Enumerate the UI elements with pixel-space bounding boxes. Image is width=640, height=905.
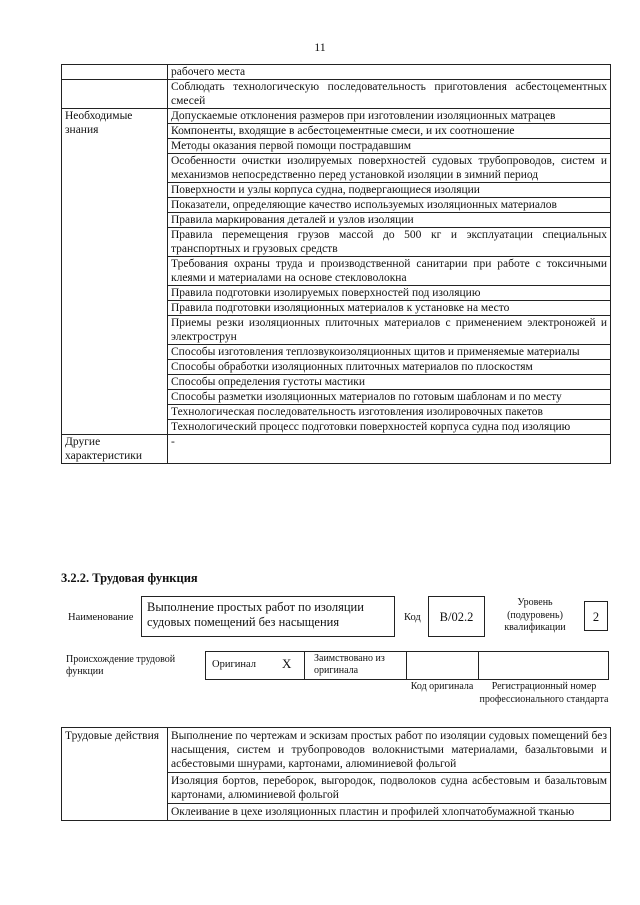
level-box	[584, 601, 608, 631]
knowledge-item: Способы обработки изоляционных плиточных материалов по плоскостям	[168, 360, 611, 375]
table-row	[62, 109, 611, 124]
knowledge-item: Приемы резки изоляционных плиточных материалов с применением электроножей и электрострун	[168, 316, 611, 345]
action-item: Выполнение по чертежам и эскизам простых работ по изоляции судовых помещений без насыщения, систем и трубопроводов волокнистыми материалами, базальтовыми и асбестовыми шнурами, картонами, алюминиевой фольгой	[168, 728, 611, 773]
knowledge-item: Поверхности и узлы корпуса судна, подвергающиеся изоляции	[168, 183, 611, 198]
function-name-box	[141, 596, 395, 637]
level-label: Уровень (подуровень) квалификации	[504, 597, 566, 633]
knowledge-item: Способы разметки изоляционных материалов по готовым шаблонам и по месту	[168, 390, 611, 405]
knowledge-item: Особенности очистки изолируемых поверхностей судовых трубопроводов, систем и механизмов непосредственно перед установкой изоляции в зимний период	[168, 154, 611, 183]
knowledge-item: Технологический процесс подготовки поверхностей корпуса судна под изоляцию	[168, 420, 611, 435]
origin-row	[205, 651, 609, 680]
action-item: Оклеивание в цехе изоляционных пластин и профилей хлопчатобумажной тканью	[168, 804, 611, 821]
knowledge-item: Способы определения густоты мастики	[168, 375, 611, 390]
knowledge-item: Допускаемые отклонения размеров при изготовлении изоляционных матрацев	[168, 109, 611, 124]
function-code: B/02.2	[439, 610, 474, 624]
knowledge-item: Показатели, определяющие качество используемых изоляционных материалов	[168, 198, 611, 213]
code-label: Код	[404, 612, 421, 623]
borrowed-label: Заимствовано из оригинала	[314, 653, 385, 676]
knowledge-item: Требования охраны труда и производственной санитарии при работе с токсичными клеями и материалами на основе стекловолокна	[168, 257, 611, 286]
knowledge-item: Способы изготовления теплозвукоизоляционных щитов и применяемые материалы	[168, 345, 611, 360]
section-title: 3.2.2. Трудовая функция	[61, 571, 198, 585]
knowledge-item: Компоненты, входящие в асбестоцементные смеси, и их соотношение	[168, 124, 611, 139]
other-value: -	[168, 435, 611, 464]
function-code-box	[428, 596, 485, 637]
knowledge-item: Правила подготовки изоляционных материалов к установке на место	[168, 301, 611, 316]
page-number: 11	[314, 40, 326, 54]
label-cell	[62, 65, 168, 80]
table-row	[62, 435, 611, 464]
table-row	[62, 728, 611, 773]
knowledge-label: Необходимые знания	[62, 109, 168, 435]
origin-label: Происхождение трудовой функции	[66, 654, 176, 677]
labor-actions-table	[61, 727, 611, 821]
function-name: Выполнение простых работ по изоляции судовых помещений без насыщения	[147, 600, 364, 629]
original-label: Оригинал	[212, 659, 256, 670]
actions-label: Трудовые действия	[62, 728, 168, 821]
reg-number-caption: Регистрационный номер профессионального стандарта	[479, 681, 609, 705]
skill-cell: Соблюдать технологическую последовательность приготовления асбестоцементных смесей	[168, 80, 611, 109]
knowledge-item: Методы оказания первой помощи пострадавшим	[168, 139, 611, 154]
knowledge-item: Технологическая последовательность изготовления изолировочных пакетов	[168, 405, 611, 420]
level-value: 2	[592, 610, 600, 624]
knowledge-item: Правила подготовки изолируемых поверхностей под изоляцию	[168, 286, 611, 301]
action-item: Изоляция бортов, переборок, выгородок, подволоков судна асбестовым и базальтовым картонами, алюминиевой фольгой	[168, 773, 611, 804]
knowledge-item: Правила маркирования деталей и узлов изоляции	[168, 213, 611, 228]
other-label: Другие характеристики	[62, 435, 168, 464]
label-cell	[62, 80, 168, 109]
skill-cell: рабочего места	[168, 65, 611, 80]
table-row	[62, 65, 611, 80]
table-row	[62, 80, 611, 109]
name-label: Наименование	[68, 612, 134, 623]
original-mark: X	[282, 656, 292, 671]
knowledge-table	[61, 64, 611, 464]
code-original-caption: Код оригинала	[410, 681, 474, 692]
knowledge-item: Правила перемещения грузов массой до 500 кг и эксплуатации специальных транспортных и грузовых средств	[168, 228, 611, 257]
